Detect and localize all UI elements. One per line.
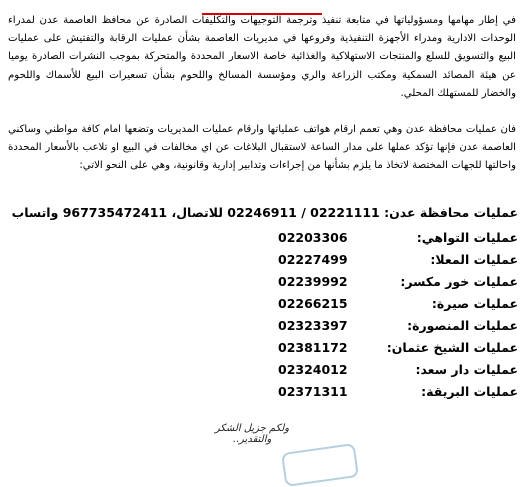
phone-number: 02227499 (278, 252, 348, 267)
phone-label: عمليات المنصورة: (407, 318, 518, 333)
main-contact-line: عمليات محافظة عدن: 02221111 / 02246911 للاتصال، 967735472411 واتساب (11, 205, 518, 220)
official-stamp (281, 443, 359, 487)
phone-number: 02381172 (278, 340, 348, 355)
intro-paragraph: في إطار مهامها ومسؤولياتها في متابعة تنفيذ وترجمة التوجيهات والتكليفات الصادرة عن محافظ العاصمة عدن لمدراء الوحدات الادارية ومدراء الأجهزة التنفيذية وفروعها في مديريات العاصمة بشأن عمليات الرقابة والتفتيش على عمليات البيع والتسويق للسلع والمنتجات الاستهلاكية والغذائية خاصة الاسعار المحددة والمتحركة بموجب النشرات الصادرة يوميا عن هيئة المصائد السمكية ومكتب الزراعة والري ومؤسسة المسالخ واللحوم بشأن تسعيرات البيع للأسماك واللحوم والخضار للمستهلك المحلي. (8, 15, 516, 99)
phone-number: 02324012 (278, 362, 348, 377)
phone-label: عمليات صيرة: (431, 296, 518, 311)
phone-number: 02371311 (278, 384, 348, 399)
phone-label: عمليات خور مكسر: (400, 274, 518, 289)
phone-number: 02239992 (278, 274, 348, 289)
phone-label: عمليات التواهي: (416, 230, 518, 245)
phone-label: عمليات المعلا: (430, 252, 518, 267)
phone-label: عمليات دار سعد: (415, 362, 518, 377)
announcement-paragraph: فان عمليات محافظة عدن وهي تعمم ارقام هواتف عملياتها وارقام عمليات المديريات وتضعها امام كافة مواطني وساكني العاصمة عدن فإنها تؤكد عملها على مدار الساعة لاستقبال البلاغات عن اي مخالفات في البيع او تلاعب بالأسعار المحددة واحالتها للجهات المختصة لاتخاذ ما يلزم بشأنها من إجراءات وتدابير إدارية وقانونية، وهي على النحو الاتي: (8, 124, 516, 172)
phone-number: 02266215 (278, 296, 348, 311)
closing-line: ولكم جزيل الشكر والتقدير.. (214, 423, 290, 445)
phone-label: عمليات الشيخ عثمان: (386, 340, 518, 355)
phone-number: 02323397 (278, 318, 348, 333)
phone-number: 02203306 (278, 230, 348, 245)
phone-label: عمليات البريقة: (421, 384, 518, 399)
